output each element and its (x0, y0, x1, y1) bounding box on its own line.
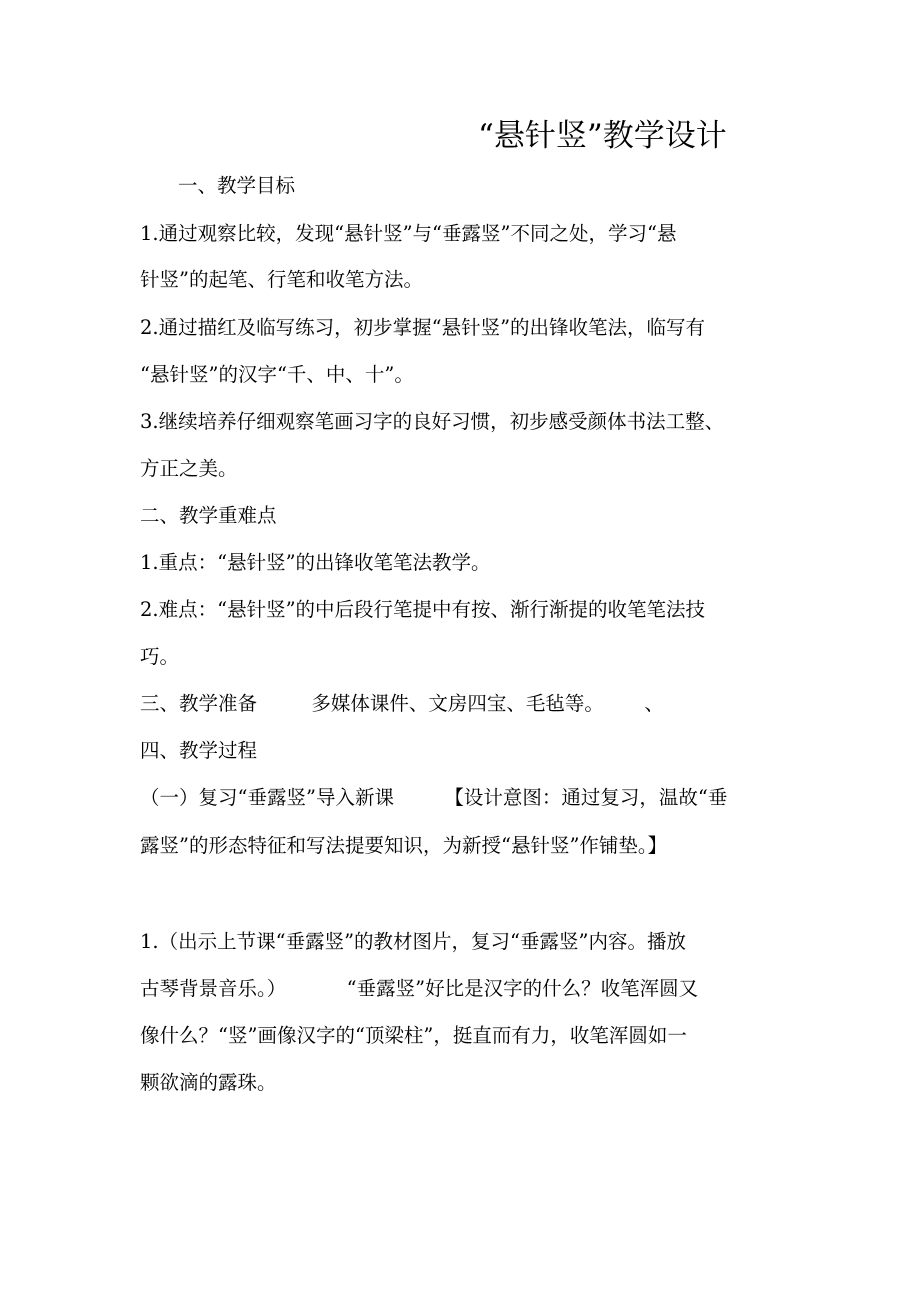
para-1-line2 (140, 975, 698, 1003)
para-1-line1: 1.（出示上节课“垂露竖”的教材图片，复习“垂露竖”内容。播放 (140, 930, 686, 953)
step-1-intent-line2: 露竖”的形态特征和写法提要知识，为新授“悬针竖”作铺垫。】 (140, 834, 668, 857)
document-title: “悬针竖”教学设计 (478, 118, 727, 154)
objective-2-line2: “悬针竖”的汉字“千、中、十”。 (140, 363, 414, 386)
preparation-row (140, 690, 664, 718)
para-1-line3: 像什么？“竖”画像汉字的“顶梁柱”，挺直而有力，收笔浑圆如一 (140, 1024, 687, 1047)
key-point-2-line1: 2.难点：“悬针竖”的中后段行笔提中有按、渐行渐提的收笔笔法技 (140, 598, 706, 621)
para-1-line4: 颗欲滴的露珠。 (140, 1071, 277, 1094)
key-points-heading: 二、教学重难点 (140, 504, 277, 527)
para-1-line2b: “垂露竖”好比是汉字的什么？收笔浑圆又 (346, 977, 699, 1000)
objective-2-line1: 2.通过描红及临写练习，初步掌握“悬针竖”的出锋收笔法，临写有 (140, 316, 706, 339)
objective-3-line1: 3.继续培养仔细观察笔画习字的良好习惯，初步感受颜体书法工整、 (140, 410, 725, 433)
process-heading: 四、教学过程 (140, 739, 258, 762)
objective-3-line2: 方正之美。 (140, 457, 238, 480)
para-1-line2a: 古琴背景音乐。） (140, 977, 287, 1000)
key-point-1: 1.重点：“悬针竖”的出锋收笔笔法教学。 (140, 551, 491, 574)
preparation-items: 多媒体课件、文房四宝、毛毡等。 (311, 692, 604, 715)
objective-1-line1: 1.通过观察比较，发现“悬针竖”与“垂露竖”不同之处，学习“悬 (140, 222, 677, 245)
objectives-heading: 一、教学目标 (178, 174, 296, 197)
preparation-tail: 、 (644, 692, 664, 715)
objective-1-line2: 针竖”的起笔、行笔和收笔方法。 (140, 268, 423, 291)
step-1-label: （一）复习“垂露竖”导入新课 (140, 786, 394, 809)
key-point-2-line2: 巧。 (140, 645, 180, 668)
preparation-heading: 三、教学准备 (140, 692, 258, 715)
step-1-row (140, 784, 727, 812)
step-1-intent-line1: 【设计意图：通过复习，温故“垂 (444, 786, 728, 809)
